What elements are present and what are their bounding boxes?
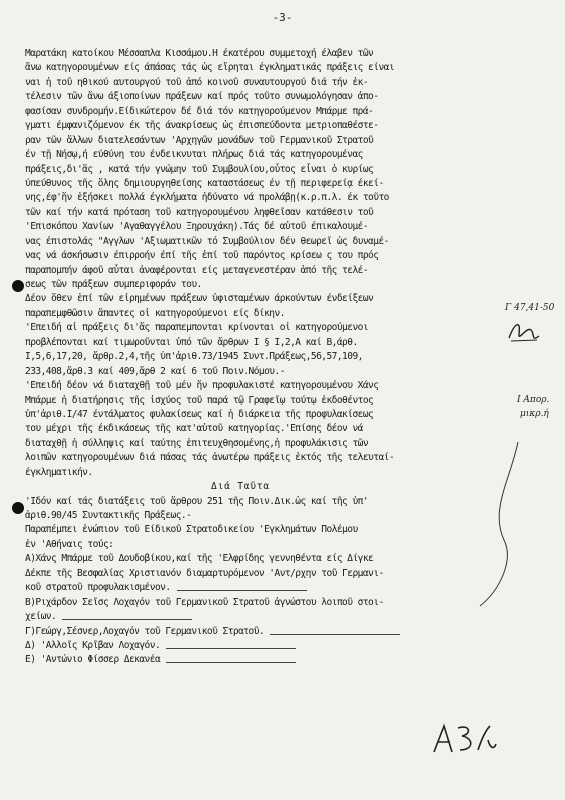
decision-line: ἐν 'Αθήναις τούς: xyxy=(25,538,114,550)
text-line: ἄνω κατηγορουμένων είς άπάσας τάς ὡς εἴρηται έγκληματικάς πράξεις είναι xyxy=(25,62,395,74)
defendant-line: Β)Ριχάρδον Σεῖσς Λοχαγόν τοῦ Γερμανικοῦ Στρατοῦ ἀγνώστου λοιποῦ στοι- xyxy=(25,596,384,608)
text-line: λοιπῶν κατηγορουμένων διά πάσας τάς ἀνωτέρω πράξεις ἐκτός τῆς τελευταί- xyxy=(25,452,395,464)
defendant-line: Δέκπε τῆς Βεσφαλίας Χριστιανόν διαμαρτυρόμενον 'Αντ/ρχην τοῦ Γερμανι- xyxy=(25,567,384,579)
page-number: -3- xyxy=(272,11,293,24)
text-line: προβλέπονται καί τιμωροῦνται ὑπό τῶν ἄρθρων Ι § Ι,2,Α καί Β,άρθ. xyxy=(25,336,358,348)
text-line: νας έπιστολάς "Αγγλων 'Αξιωματικῶν τό Συμβούλιον δέν θεωρεῖ ὡς δυναμέ- xyxy=(25,235,389,247)
text-line: Ι,5,6,17,20, ἄρθρ.2,4,τῆς ὑπ'ἀριθ.73/1945 Συντ.Πράξεως,56,57,109, xyxy=(25,351,363,363)
text-line: νας νά άσκήσωσιν έπιρροήν έπί τῆς ἐπί τοῦ παρόντος κρίσεω ς του πρός xyxy=(25,250,379,262)
defendant-line: Ε) 'Αντώνιο Φίσσερ Δεκανέα xyxy=(25,653,503,667)
text-line: πράξεις,δι'ἅς , κατά τήν γνώμην τοῦ Συμβουλίου,οὗτος εἶναι ὁ κυρίως xyxy=(25,163,374,175)
defendant-line: Γ)Γεώργ,Σέσνερ,Λοχαγόν τοῦ Γερμανικοῦ Στρατοῦ. xyxy=(25,625,503,639)
section-heading: Διά Ταῦτα xyxy=(211,481,270,493)
margin-note: Ι Απορ. xyxy=(517,395,550,405)
text-line: του μέχρι τῆς έκδικάσεως τῆς κατ'αὐτοῦ κατηγορίας.'Επίσης δέον νά xyxy=(25,423,363,435)
punch-hole xyxy=(12,502,24,514)
decision-line: ἀριθ.90/45 Συντακτικῆς Πράξεως.- xyxy=(25,510,192,521)
text-line: Μπάρμε ἡ διατήρησις τῆς ἰσχύος τοῦ παρά τῷ Γραφεῖῳ τούτῳ ἐκδοθέντος xyxy=(25,394,374,406)
text-line: ραν τῶν ἄλλων διατελεσάντων 'Αρχηγῶν μονάδων τοῦ Γερμανικοῦ Στρατοῦ xyxy=(25,134,374,146)
handwritten-signature xyxy=(505,316,545,346)
text-line: ναι ἡ τοῦ ηθικού αυτουργού τοῦ ἀπό κοινοῦ συναυτουργού διά τήν ἐκ- xyxy=(25,76,369,88)
decision-line: 'Ιδόν καί τάς διατάξεις τοῦ ἄρθρου 251 τῆς Ποιν.Δικ.ὡς καί τῆς ὑπ' xyxy=(25,495,369,507)
defendant-line: Δ) 'Αλλοῖς Κρῖβαν Λοχαγόν. xyxy=(25,639,503,653)
text-line: έγκληματικήν. xyxy=(25,466,93,478)
text-line: φασίσαν συνδρομήν.Είδικώτερον δέ διά τόν κατηγορούμενον Μπάρμε πρά- xyxy=(25,105,374,117)
text-line: ὑπ'ἀριθ.Ι/47 έντάλματος φυλακίσεως καί ἡ διάρκεια τῆς προφυλακίσεως xyxy=(25,408,374,420)
text-line: Δέον ὅθεν ἐπί τῶν εἰρημένων πράξεων ὑφισταμένων άρκούντων ένδείξεων xyxy=(25,293,374,305)
margin-note: Γ 47,41-50 xyxy=(505,303,555,313)
text-line: παραπεμφθῶσιν ἅπαντες οἱ κατηγορούμενοι είς δίκην. xyxy=(25,307,285,319)
text-line: σεως τῶν πράξεων συμπεριφοράν του. xyxy=(25,279,202,290)
text-line: ύπεύθυνος τῆς ὅλης δημιουργηθείσης καταστάσεως έν τῇ περιφερείᾳ έκεί- xyxy=(25,177,384,189)
text-line: 'Επισκόπου Χανίων 'Αγαθαγγέλου Ξηρουχάκη).Τάς δέ αὐτοῦ έπικαλουμέ- xyxy=(25,221,369,233)
defendant-line: χείων. xyxy=(25,610,503,624)
text-line: τῶν καί τήν κατά πρόταση τοῦ κατηγορουμένου ληφθεῖσαν κατάθεσιν τοῦ xyxy=(25,206,374,218)
punch-hole xyxy=(12,280,24,292)
text-line: έν τῇ Νήσῳ,ή εύθύνη του ένδεικνυται πλήρως διά τάς κατηγορουμένας xyxy=(25,149,363,161)
text-line: 233,408,ἄρθ.3 καί 409,ἄρθ 2 καί 6 τοῦ Ποιν.Νόμου.- xyxy=(25,365,285,377)
text-line: γματι έμφανιζόμενον έκ τῆς άνακρίσεως ὡς έπισπεύδοντα μετριοπαθέστε- xyxy=(25,120,379,132)
text-line: παραπομπήν άφοῦ αὗται ἀναφέρονται είς μεταγενεστέραν ἀπό τῆς τελέ- xyxy=(25,264,369,276)
margin-note: μικρ.ή xyxy=(520,409,549,419)
defendant-line: Α)Χάνς Μπάρμε τοῦ Δουδοβίκου,καί τῆς 'Ελφρίδης γεννηθέντα είς Δίγκε xyxy=(25,553,374,565)
text-line: διαταχθῇ ἡ σύλληψις καί ταύτης ἐπιτευχθησομένης,ἡ προφυλάκισις τῶν xyxy=(25,437,369,449)
document-body xyxy=(25,47,503,668)
text-line: νης,έφ'ἥν ἐξήσκει πολλά έγκλήματα ἡδύνατο νά προλάβῃ(κ.ρ.π.λ. έκ τοῦτο xyxy=(25,192,389,204)
defendant-line: κοῦ στρατοῦ προφυλακισμένον. xyxy=(25,581,503,595)
text-line: 'Επειδή αἱ πράξεις δι'ἅς παραπεμπονται κρίνονται οἱ κατηγορούμενοι xyxy=(25,322,369,334)
decision-line: Παραπέμπει ἐνώπιον τοῦ Είδικοῦ Στρατοδικείου 'Εγκλημάτων Πολέμου xyxy=(25,524,358,536)
text-line: Μαρατάκη κατοίκου Μέσσαπλα Κισσάμου.Η έκατέρου συμμετοχή έλαβεν τῶν xyxy=(25,48,374,59)
handwritten-mark xyxy=(470,440,530,610)
handwritten-signature xyxy=(430,720,500,760)
text-line: 'Επειδή δέον νά διαταχθῇ τοῦ μέν ἥν προφυλακιστέ κατηγορουμένου Χάνς xyxy=(25,380,379,392)
text-line: τέλεσιν τῶν ἄνω άξιοποίνων πράξεων καί πρός τοῦτο συνωμολόγησαν ἀπο- xyxy=(25,91,379,103)
